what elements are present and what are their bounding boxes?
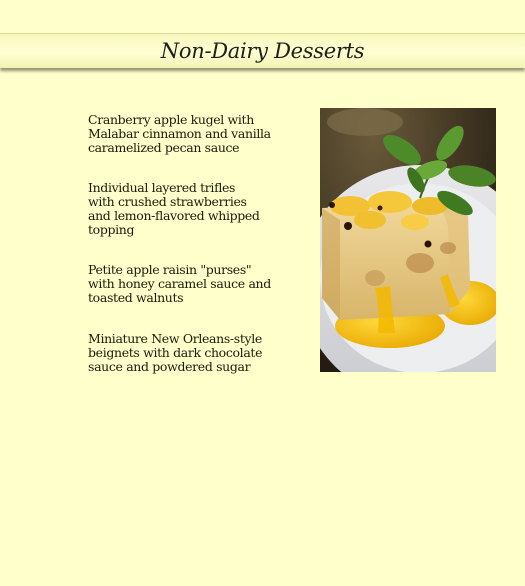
dessert-photo bbox=[320, 108, 496, 372]
title-band bbox=[0, 33, 525, 68]
page-title: Non-Dairy Desserts bbox=[160, 39, 365, 63]
dessert-item-beignets: Miniature New Orleans-style beignets with dark chocolate sauce and powdered sugar bbox=[88, 331, 263, 374]
bread-pudding-image bbox=[320, 108, 496, 372]
dessert-item-kugel: Cranberry apple kugel with Malabar cinnamon and vanilla caramelized pecan sauce bbox=[88, 112, 271, 155]
dessert-item-purses: Petite apple raisin "purses" with honey caramel sauce and toasted walnuts bbox=[88, 262, 271, 305]
dessert-item-trifles: Individual layered trifles with crushed strawberries and lemon-flavored whipped topping bbox=[88, 180, 260, 237]
